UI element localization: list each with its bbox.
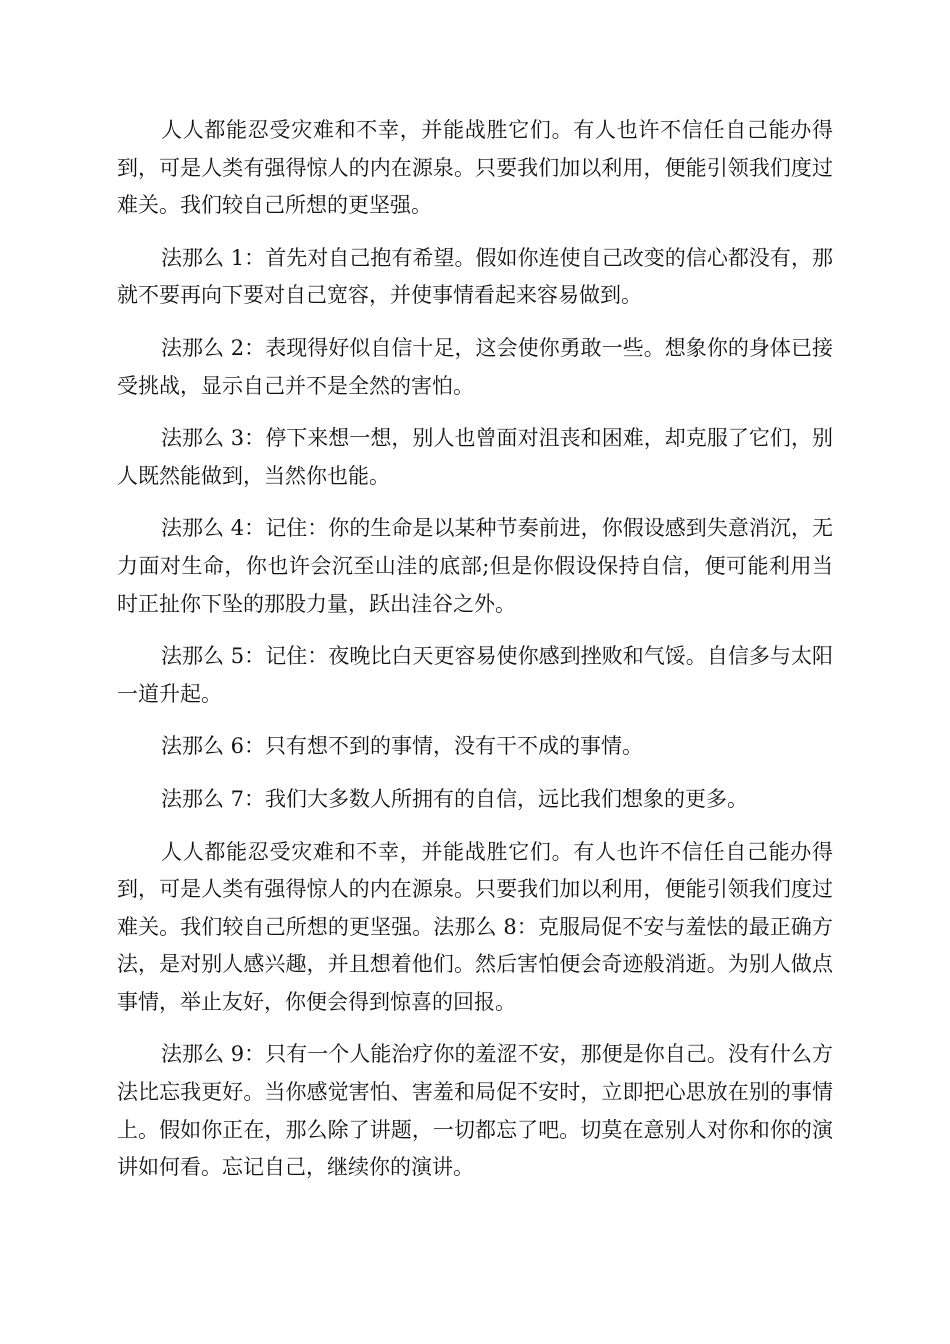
paragraph-rule-9: 法那么 9：只有一个人能治疗你的羞涩不安，那便是你自己。没有什么方法比忘我更好。当你感觉害怕、害羞和局促不安时，立即把心思放在别的事情上。假如你正在，那么除了讲题，一切都忘了吧。切莫在意别人对你和你的演讲如何看。忘记自己，继续你的演讲。	[117, 1042, 833, 1180]
paragraph-rule-4: 法那么 4：记住：你的生命是以某种节奏前进，你假设感到失意消沉，无力面对生命，你也许会沉至山洼的底部;但是你假设保持自信，便可能利用当时正扯你下坠的那股力量，跃出洼谷之外。	[117, 516, 833, 616]
paragraph-rule-6: 法那么 6：只有想不到的事情，没有干不成的事情。	[161, 734, 644, 759]
paragraph-intro: 人人都能忍受灾难和不幸，并能战胜它们。有人也许不信任自己能办得到，可是人类有强得惊人的内在源泉。只要我们加以利用，便能引领我们度过难关。我们较自己所想的更坚强。	[117, 118, 833, 218]
paragraph-rule-7: 法那么 7：我们大多数人所拥有的自信，远比我们想象的更多。	[161, 786, 749, 811]
paragraph-rule-3: 法那么 3：停下来想一想，别人也曾面对沮丧和困难，却克服了它们，别人既然能做到，当然你也能。	[117, 426, 833, 488]
paragraph-rule-5: 法那么 5：记住：夜晚比白天更容易使你感到挫败和气馁。自信多与太阳一道升起。	[117, 644, 833, 706]
paragraph-rule-1: 法那么 1：首先对自己抱有希望。假如你连使自己改变的信心都没有，那就不要再向下要对自己宽容，并使事情看起来容易做到。	[117, 245, 833, 308]
paragraph-rule-2: 法那么 2：表现得好似自信十足，这会使你勇敢一些。想象你的身体已接受挑战，显示自己并不是全然的害怕。	[117, 335, 833, 398]
paragraph-repeat-rule-8: 人人都能忍受灾难和不幸，并能战胜它们。有人也许不信任自己能办得到，可是人类有强得惊人的内在源泉。只要我们加以利用，便能引领我们度过难关。我们较自己所想的更坚强。法那么 8：克服局促不安与羞怯的最正确方法，是对别人感兴趣，并且想着他们。然后害怕便会奇迹般消逝。为别人做点事情，举止友好，你便会得到惊喜的回报。	[117, 839, 833, 1014]
document-body	[117, 112, 833, 1202]
